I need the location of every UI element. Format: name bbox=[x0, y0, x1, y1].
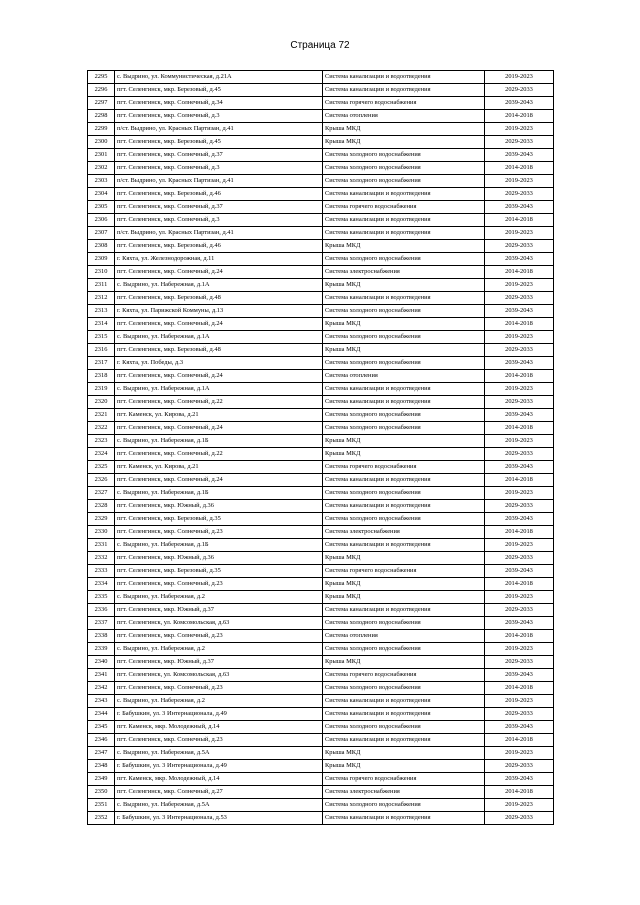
row-number-cell: 2346 bbox=[88, 734, 115, 747]
period-cell: 2029-2033 bbox=[485, 708, 554, 721]
row-number-cell: 2350 bbox=[88, 786, 115, 799]
address-cell: пгт. Селенгинск, мкр. Солнечный, д.23 bbox=[115, 526, 323, 539]
system-cell: Крыша МКД bbox=[323, 591, 485, 604]
system-cell: Система канализации и водоотведения bbox=[323, 227, 485, 240]
system-cell: Крыша МКД bbox=[323, 578, 485, 591]
row-number-cell: 2334 bbox=[88, 578, 115, 591]
row-number-cell: 2297 bbox=[88, 97, 115, 110]
address-cell: пгт. Селенгинск, мкр. Солнечный, д.37 bbox=[115, 201, 323, 214]
period-cell: 2029-2033 bbox=[485, 344, 554, 357]
address-cell: пгт. Селенгинск, мкр. Березовый, д.45 bbox=[115, 84, 323, 97]
table-row bbox=[88, 500, 554, 513]
row-number-cell: 2323 bbox=[88, 435, 115, 448]
system-cell: Система горячего водоснабжения bbox=[323, 461, 485, 474]
system-cell: Крыша МКД bbox=[323, 656, 485, 669]
period-cell: 2029-2033 bbox=[485, 292, 554, 305]
table-row bbox=[88, 669, 554, 682]
system-cell: Система холодного водоснабжения bbox=[323, 422, 485, 435]
table-row bbox=[88, 812, 554, 825]
table-row bbox=[88, 708, 554, 721]
address-cell: пгт. Каменск, мкр. Молодежный, д.14 bbox=[115, 773, 323, 786]
table-row bbox=[88, 201, 554, 214]
table-row bbox=[88, 162, 554, 175]
period-cell: 2039-2043 bbox=[485, 97, 554, 110]
period-cell: 2019-2023 bbox=[485, 643, 554, 656]
table-row bbox=[88, 578, 554, 591]
period-cell: 2029-2033 bbox=[485, 760, 554, 773]
system-cell: Система электроснабжения bbox=[323, 266, 485, 279]
row-number-cell: 2351 bbox=[88, 799, 115, 812]
address-cell: пгт. Селенгинск, мкр. Солнечный, д.23 bbox=[115, 682, 323, 695]
system-cell: Крыша МКД bbox=[323, 344, 485, 357]
system-cell: Система канализации и водоотведения bbox=[323, 383, 485, 396]
address-cell: пгт. Селенгинск, мкр. Березовый, д.46 bbox=[115, 240, 323, 253]
row-number-cell: 2318 bbox=[88, 370, 115, 383]
row-number-cell: 2314 bbox=[88, 318, 115, 331]
period-cell: 2019-2023 bbox=[485, 383, 554, 396]
row-number-cell: 2296 bbox=[88, 84, 115, 97]
row-number-cell: 2327 bbox=[88, 487, 115, 500]
system-cell: Система холодного водоснабжения bbox=[323, 149, 485, 162]
address-cell: с. Выдрино, ул. Набережная, д.2 bbox=[115, 643, 323, 656]
table-row bbox=[88, 591, 554, 604]
table-row bbox=[88, 188, 554, 201]
table-row bbox=[88, 461, 554, 474]
row-number-cell: 2299 bbox=[88, 123, 115, 136]
address-cell: пгт. Селенгинск, ул. Комсомольская, д.63 bbox=[115, 669, 323, 682]
system-cell: Крыша МКД bbox=[323, 747, 485, 760]
period-cell: 2039-2043 bbox=[485, 617, 554, 630]
row-number-cell: 2319 bbox=[88, 383, 115, 396]
period-cell: 2039-2043 bbox=[485, 201, 554, 214]
period-cell: 2014-2018 bbox=[485, 682, 554, 695]
system-cell: Система канализации и водоотведения bbox=[323, 214, 485, 227]
row-number-cell: 2316 bbox=[88, 344, 115, 357]
table-row bbox=[88, 396, 554, 409]
period-cell: 2029-2033 bbox=[485, 84, 554, 97]
row-number-cell: 2325 bbox=[88, 461, 115, 474]
period-cell: 2019-2023 bbox=[485, 539, 554, 552]
system-cell: Система канализации и водоотведения bbox=[323, 84, 485, 97]
period-cell: 2029-2033 bbox=[485, 240, 554, 253]
row-number-cell: 2347 bbox=[88, 747, 115, 760]
row-number-cell: 2298 bbox=[88, 110, 115, 123]
row-number-cell: 2326 bbox=[88, 474, 115, 487]
table-row bbox=[88, 357, 554, 370]
address-cell: с. Выдрино, ул. Набережная, д.1А bbox=[115, 331, 323, 344]
system-cell: Система холодного водоснабжения bbox=[323, 721, 485, 734]
row-number-cell: 2322 bbox=[88, 422, 115, 435]
address-cell: пгт. Селенгинск, мкр. Солнечный, д.24 bbox=[115, 318, 323, 331]
address-cell: пгт. Селенгинск, мкр. Солнечный, д.23 bbox=[115, 578, 323, 591]
table-row bbox=[88, 656, 554, 669]
row-number-cell: 2338 bbox=[88, 630, 115, 643]
table-row bbox=[88, 266, 554, 279]
row-number-cell: 2313 bbox=[88, 305, 115, 318]
system-cell: Крыша МКД bbox=[323, 318, 485, 331]
table-row bbox=[88, 552, 554, 565]
period-cell: 2014-2018 bbox=[485, 526, 554, 539]
period-cell: 2019-2023 bbox=[485, 799, 554, 812]
row-number-cell: 2304 bbox=[88, 188, 115, 201]
period-cell: 2014-2018 bbox=[485, 214, 554, 227]
row-number-cell: 2343 bbox=[88, 695, 115, 708]
table-row bbox=[88, 149, 554, 162]
address-cell: пгт. Селенгинск, мкр. Березовый, д.46 bbox=[115, 188, 323, 201]
period-cell: 2039-2043 bbox=[485, 721, 554, 734]
row-number-cell: 2336 bbox=[88, 604, 115, 617]
system-cell: Система холодного водоснабжения bbox=[323, 799, 485, 812]
table-row bbox=[88, 214, 554, 227]
address-cell: г. Кяхта, ул. Победы, д.3 bbox=[115, 357, 323, 370]
table-row bbox=[88, 344, 554, 357]
table-row bbox=[88, 734, 554, 747]
table-row bbox=[88, 526, 554, 539]
period-cell: 2014-2018 bbox=[485, 734, 554, 747]
row-number-cell: 2331 bbox=[88, 539, 115, 552]
address-cell: г. Бабушкин, ул. 3 Интернационала, д.49 bbox=[115, 760, 323, 773]
table-row bbox=[88, 474, 554, 487]
address-cell: с. Выдрино, ул. Набережная, д.1Б bbox=[115, 435, 323, 448]
table-row bbox=[88, 97, 554, 110]
address-cell: пгт. Селенгинск, мкр. Солнечный, д.24 bbox=[115, 266, 323, 279]
system-cell: Система холодного водоснабжения bbox=[323, 162, 485, 175]
address-cell: пгт. Селенгинск, мкр. Березовый, д.45 bbox=[115, 136, 323, 149]
system-cell: Крыша МКД bbox=[323, 123, 485, 136]
row-number-cell: 2305 bbox=[88, 201, 115, 214]
address-cell: г. Бабушкин, ул. 3 Интернационала, д.53 bbox=[115, 812, 323, 825]
period-cell: 2014-2018 bbox=[485, 162, 554, 175]
table-row bbox=[88, 175, 554, 188]
period-cell: 2039-2043 bbox=[485, 773, 554, 786]
system-cell: Система отопления bbox=[323, 370, 485, 383]
address-cell: пгт. Селенгинск, мкр. Солнечный, д.24 bbox=[115, 474, 323, 487]
address-cell: пгт. Каменск, ул. Кирова, д.21 bbox=[115, 461, 323, 474]
address-cell: пгт. Селенгинск, мкр. Березовый, д.48 bbox=[115, 292, 323, 305]
address-cell: пгт. Каменск, мкр. Молодежный, д.14 bbox=[115, 721, 323, 734]
row-number-cell: 2311 bbox=[88, 279, 115, 292]
period-cell: 2039-2043 bbox=[485, 253, 554, 266]
address-cell: пгт. Селенгинск, мкр. Березовый, д.48 bbox=[115, 344, 323, 357]
period-cell: 2029-2033 bbox=[485, 396, 554, 409]
system-cell: Система горячего водоснабжения bbox=[323, 97, 485, 110]
row-number-cell: 2344 bbox=[88, 708, 115, 721]
table-row bbox=[88, 84, 554, 97]
period-cell: 2014-2018 bbox=[485, 422, 554, 435]
period-cell: 2019-2023 bbox=[485, 175, 554, 188]
row-number-cell: 2333 bbox=[88, 565, 115, 578]
period-cell: 2019-2023 bbox=[485, 487, 554, 500]
period-cell: 2014-2018 bbox=[485, 318, 554, 331]
table-row bbox=[88, 786, 554, 799]
table-row bbox=[88, 604, 554, 617]
period-cell: 2014-2018 bbox=[485, 110, 554, 123]
period-cell: 2039-2043 bbox=[485, 565, 554, 578]
period-cell: 2039-2043 bbox=[485, 149, 554, 162]
page-header: Страница 72 bbox=[290, 40, 350, 51]
system-cell: Система холодного водоснабжения bbox=[323, 305, 485, 318]
system-cell: Система канализации и водоотведения bbox=[323, 396, 485, 409]
period-cell: 2039-2043 bbox=[485, 305, 554, 318]
table-row bbox=[88, 539, 554, 552]
system-cell: Система канализации и водоотведения bbox=[323, 474, 485, 487]
system-cell: Система горячего водоснабжения bbox=[323, 773, 485, 786]
address-cell: п/ст. Выдрино, ул. Красных Партизан, д.41 bbox=[115, 227, 323, 240]
period-cell: 2019-2023 bbox=[485, 747, 554, 760]
table-row bbox=[88, 279, 554, 292]
address-cell: пгт. Селенгинск, мкр. Солнечный, д.37 bbox=[115, 149, 323, 162]
address-cell: с. Выдрино, ул. Коммунистическая, д.21А bbox=[115, 71, 323, 84]
table-row bbox=[88, 305, 554, 318]
table-row bbox=[88, 513, 554, 526]
row-number-cell: 2328 bbox=[88, 500, 115, 513]
table-row bbox=[88, 331, 554, 344]
table-row bbox=[88, 383, 554, 396]
system-cell: Система канализации и водоотведения bbox=[323, 734, 485, 747]
address-cell: с. Выдрино, ул. Набережная, д.5А bbox=[115, 799, 323, 812]
address-cell: пгт. Селенгинск, мкр. Солнечный, д.3 bbox=[115, 110, 323, 123]
period-cell: 2029-2033 bbox=[485, 604, 554, 617]
address-cell: с. Выдрино, ул. Набережная, д.1Б bbox=[115, 539, 323, 552]
table-row bbox=[88, 760, 554, 773]
system-cell: Система холодного водоснабжения bbox=[323, 682, 485, 695]
period-cell: 2014-2018 bbox=[485, 630, 554, 643]
row-number-cell: 2329 bbox=[88, 513, 115, 526]
period-cell: 2014-2018 bbox=[485, 370, 554, 383]
period-cell: 2029-2033 bbox=[485, 448, 554, 461]
system-cell: Система холодного водоснабжения bbox=[323, 487, 485, 500]
address-cell: пгт. Селенгинск, мкр. Южный, д.36 bbox=[115, 552, 323, 565]
system-cell: Крыша МКД bbox=[323, 136, 485, 149]
period-cell: 2039-2043 bbox=[485, 357, 554, 370]
address-cell: г. Кяхта, ул. Парижской Коммуны, д.13 bbox=[115, 305, 323, 318]
row-number-cell: 2337 bbox=[88, 617, 115, 630]
table-row bbox=[88, 721, 554, 734]
system-cell: Крыша МКД bbox=[323, 552, 485, 565]
system-cell: Система канализации и водоотведения bbox=[323, 500, 485, 513]
period-cell: 2019-2023 bbox=[485, 123, 554, 136]
address-cell: пгт. Селенгинск, мкр. Солнечный, д.22 bbox=[115, 448, 323, 461]
row-number-cell: 2348 bbox=[88, 760, 115, 773]
address-cell: пгт. Селенгинск, мкр. Березовый, д.35 bbox=[115, 565, 323, 578]
system-cell: Система канализации и водоотведения bbox=[323, 188, 485, 201]
address-cell: пгт. Селенгинск, мкр. Солнечный, д.27 bbox=[115, 786, 323, 799]
period-cell: 2014-2018 bbox=[485, 266, 554, 279]
system-cell: Система горячего водоснабжения bbox=[323, 565, 485, 578]
system-cell: Система отопления bbox=[323, 630, 485, 643]
row-number-cell: 2321 bbox=[88, 409, 115, 422]
system-cell: Система канализации и водоотведения bbox=[323, 812, 485, 825]
period-cell: 2019-2023 bbox=[485, 279, 554, 292]
address-cell: пгт. Селенгинск, мкр. Южный, д.37 bbox=[115, 604, 323, 617]
system-cell: Крыша МКД bbox=[323, 435, 485, 448]
row-number-cell: 2310 bbox=[88, 266, 115, 279]
address-cell: г. Кяхта, ул. Железнодорожная, д.11 bbox=[115, 253, 323, 266]
table-row bbox=[88, 422, 554, 435]
system-cell: Система канализации и водоотведения bbox=[323, 604, 485, 617]
row-number-cell: 2332 bbox=[88, 552, 115, 565]
address-cell: пгт. Селенгинск, мкр. Солнечный, д.24 bbox=[115, 370, 323, 383]
address-cell: пгт. Селенгинск, мкр. Южный, д.36 bbox=[115, 500, 323, 513]
row-number-cell: 2320 bbox=[88, 396, 115, 409]
system-cell: Крыша МКД bbox=[323, 279, 485, 292]
system-cell: Система канализации и водоотведения bbox=[323, 708, 485, 721]
row-number-cell: 2308 bbox=[88, 240, 115, 253]
address-cell: пгт. Селенгинск, мкр. Солнечный, д.23 bbox=[115, 630, 323, 643]
address-cell: пгт. Селенгинск, мкр. Солнечный, д.34 bbox=[115, 97, 323, 110]
system-cell: Система канализации и водоотведения bbox=[323, 539, 485, 552]
row-number-cell: 2345 bbox=[88, 721, 115, 734]
row-number-cell: 2309 bbox=[88, 253, 115, 266]
system-cell: Система холодного водоснабжения bbox=[323, 253, 485, 266]
system-cell: Система электроснабжения bbox=[323, 786, 485, 799]
address-cell: пгт. Селенгинск, мкр. Солнечный, д.24 bbox=[115, 422, 323, 435]
address-cell: с. Выдрино, ул. Набережная, д.5А bbox=[115, 747, 323, 760]
row-number-cell: 2295 bbox=[88, 71, 115, 84]
period-cell: 2029-2033 bbox=[485, 136, 554, 149]
system-cell: Система канализации и водоотведения bbox=[323, 292, 485, 305]
table-row bbox=[88, 253, 554, 266]
period-cell: 2039-2043 bbox=[485, 461, 554, 474]
period-cell: 2029-2033 bbox=[485, 188, 554, 201]
table-row bbox=[88, 617, 554, 630]
row-number-cell: 2324 bbox=[88, 448, 115, 461]
period-cell: 2014-2018 bbox=[485, 786, 554, 799]
system-cell: Система холодного водоснабжения bbox=[323, 331, 485, 344]
address-cell: с. Выдрино, ул. Набережная, д.1Б bbox=[115, 487, 323, 500]
table-row bbox=[88, 409, 554, 422]
table-row bbox=[88, 71, 554, 84]
table-row bbox=[88, 240, 554, 253]
system-cell: Система холодного водоснабжения bbox=[323, 513, 485, 526]
address-cell: с. Выдрино, ул. Набережная, д.1А bbox=[115, 279, 323, 292]
table-row bbox=[88, 773, 554, 786]
row-number-cell: 2307 bbox=[88, 227, 115, 240]
table-row bbox=[88, 227, 554, 240]
period-cell: 2019-2023 bbox=[485, 435, 554, 448]
period-cell: 2019-2023 bbox=[485, 331, 554, 344]
system-cell: Крыша МКД bbox=[323, 240, 485, 253]
address-cell: пгт. Селенгинск, мкр. Солнечный, д.3 bbox=[115, 162, 323, 175]
period-cell: 2039-2043 bbox=[485, 669, 554, 682]
period-cell: 2029-2033 bbox=[485, 500, 554, 513]
address-cell: пгт. Селенгинск, мкр. Солнечный, д.3 bbox=[115, 214, 323, 227]
system-cell: Система холодного водоснабжения bbox=[323, 357, 485, 370]
period-cell: 2014-2018 bbox=[485, 578, 554, 591]
table-row bbox=[88, 695, 554, 708]
system-cell: Система горячего водоснабжения bbox=[323, 201, 485, 214]
row-number-cell: 2341 bbox=[88, 669, 115, 682]
table-row bbox=[88, 747, 554, 760]
address-cell: п/ст. Выдрино, ул. Красных Партизан, д.41 bbox=[115, 175, 323, 188]
row-number-cell: 2306 bbox=[88, 214, 115, 227]
address-cell: пгт. Селенгинск, мкр. Солнечный, д.23 bbox=[115, 734, 323, 747]
row-number-cell: 2303 bbox=[88, 175, 115, 188]
row-number-cell: 2330 bbox=[88, 526, 115, 539]
system-cell: Система холодного водоснабжения bbox=[323, 409, 485, 422]
row-number-cell: 2317 bbox=[88, 357, 115, 370]
address-cell: пгт. Селенгинск, мкр. Березовый, д.35 bbox=[115, 513, 323, 526]
table-row bbox=[88, 318, 554, 331]
period-cell: 2029-2033 bbox=[485, 812, 554, 825]
table-row bbox=[88, 292, 554, 305]
address-cell: пгт. Каменск, ул. Кирова, д.21 bbox=[115, 409, 323, 422]
system-cell: Система горячего водоснабжения bbox=[323, 669, 485, 682]
period-cell: 2039-2043 bbox=[485, 513, 554, 526]
registry-table-body bbox=[88, 71, 554, 825]
address-cell: г. Бабушкин, ул. 3 Интернационала, д.49 bbox=[115, 708, 323, 721]
system-cell: Система холодного водоснабжения bbox=[323, 643, 485, 656]
row-number-cell: 2335 bbox=[88, 591, 115, 604]
period-cell: 2019-2023 bbox=[485, 227, 554, 240]
row-number-cell: 2315 bbox=[88, 331, 115, 344]
row-number-cell: 2302 bbox=[88, 162, 115, 175]
table-row bbox=[88, 630, 554, 643]
system-cell: Система электроснабжения bbox=[323, 526, 485, 539]
period-cell: 2019-2023 bbox=[485, 695, 554, 708]
period-cell: 2019-2023 bbox=[485, 71, 554, 84]
row-number-cell: 2342 bbox=[88, 682, 115, 695]
system-cell: Система канализации и водоотведения bbox=[323, 695, 485, 708]
table-row bbox=[88, 370, 554, 383]
table-row bbox=[88, 643, 554, 656]
period-cell: 2029-2033 bbox=[485, 552, 554, 565]
period-cell: 2029-2033 bbox=[485, 656, 554, 669]
address-cell: п/ст. Выдрино, ул. Красных Партизан, д.41 bbox=[115, 123, 323, 136]
table-row bbox=[88, 123, 554, 136]
table-row bbox=[88, 487, 554, 500]
address-cell: с. Выдрино, ул. Набережная, д.2 bbox=[115, 695, 323, 708]
address-cell: пгт. Селенгинск, мкр. Солнечный, д.22 bbox=[115, 396, 323, 409]
registry-table bbox=[87, 70, 554, 825]
table-row bbox=[88, 136, 554, 149]
system-cell: Система отопления bbox=[323, 110, 485, 123]
row-number-cell: 2352 bbox=[88, 812, 115, 825]
table-row bbox=[88, 435, 554, 448]
table-row bbox=[88, 448, 554, 461]
system-cell: Система холодного водоснабжения bbox=[323, 175, 485, 188]
period-cell: 2039-2043 bbox=[485, 409, 554, 422]
row-number-cell: 2340 bbox=[88, 656, 115, 669]
table-row bbox=[88, 565, 554, 578]
table-row bbox=[88, 110, 554, 123]
address-cell: с. Выдрино, ул. Набережная, д.1А bbox=[115, 383, 323, 396]
period-cell: 2019-2023 bbox=[485, 591, 554, 604]
period-cell: 2014-2018 bbox=[485, 474, 554, 487]
table-row bbox=[88, 682, 554, 695]
system-cell: Крыша МКД bbox=[323, 760, 485, 773]
address-cell: пгт. Селенгинск, мкр. Южный, д.37 bbox=[115, 656, 323, 669]
system-cell: Система холодного водоснабжения bbox=[323, 617, 485, 630]
row-number-cell: 2339 bbox=[88, 643, 115, 656]
table-row bbox=[88, 799, 554, 812]
row-number-cell: 2301 bbox=[88, 149, 115, 162]
row-number-cell: 2349 bbox=[88, 773, 115, 786]
address-cell: пгт. Селенгинск, ул. Комсомольская, д.63 bbox=[115, 617, 323, 630]
system-cell: Система канализации и водоотведения bbox=[323, 71, 485, 84]
row-number-cell: 2300 bbox=[88, 136, 115, 149]
row-number-cell: 2312 bbox=[88, 292, 115, 305]
address-cell: с. Выдрино, ул. Набережная, д.2 bbox=[115, 591, 323, 604]
system-cell: Крыша МКД bbox=[323, 448, 485, 461]
